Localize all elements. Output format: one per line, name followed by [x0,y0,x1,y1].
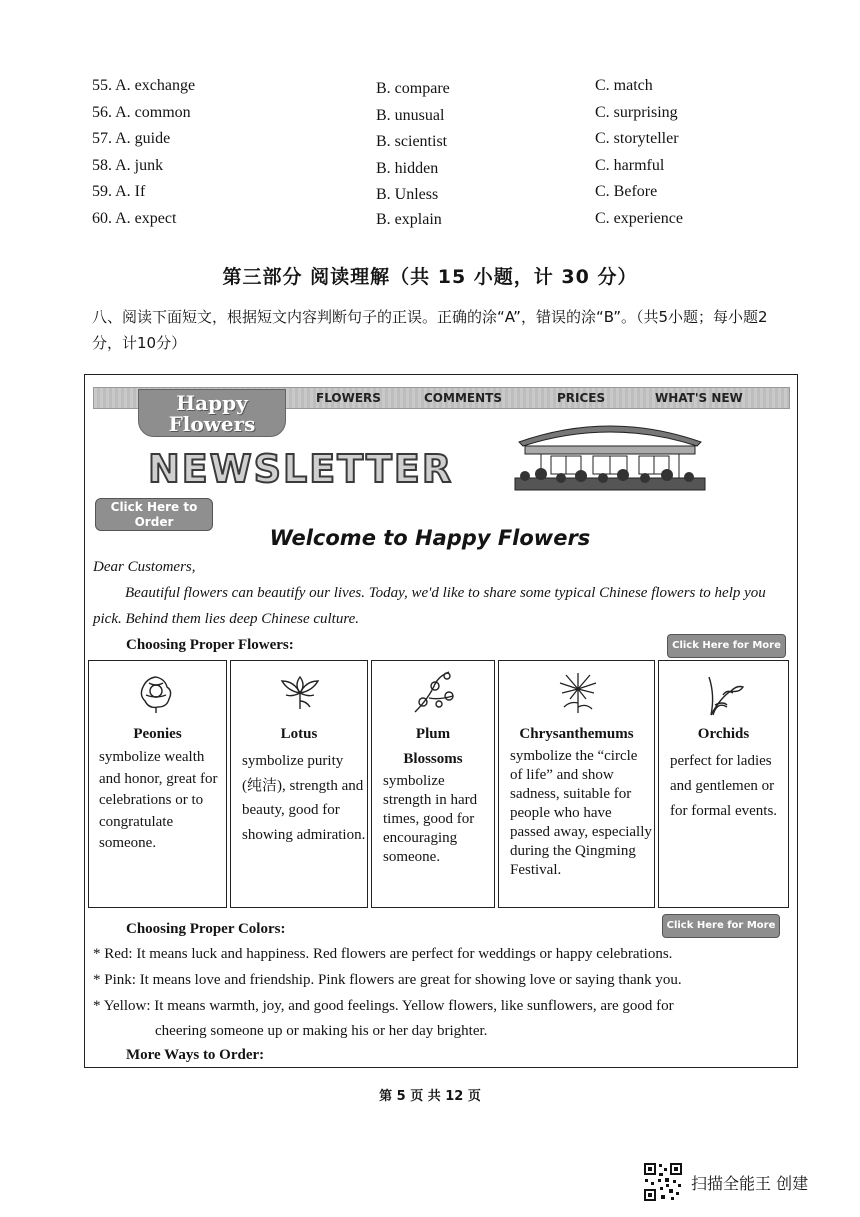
option-row [0,157,860,183]
option-row [0,210,860,236]
option-a: 55. A. exchange [92,77,196,94]
option-b: B. hidden [376,160,439,177]
flowers-more-button[interactable]: Click Here for More [667,634,786,658]
colors-more-button[interactable]: Click Here for More [662,914,780,938]
flower-name: Chrysanthemums [519,726,634,742]
color-label: * Yellow: [93,998,151,1014]
flower-name: Peonies [133,726,182,742]
option-c: C. harmful [595,157,665,174]
flower-name: Orchids [697,726,750,742]
intro-paragraph: Beautiful flowers can beautify our lives. Today, we'd like to share some typical Chinese flowers to help you pick. Behind them lies deep Chinese culture. [93,585,766,627]
option-c: C. storyteller [595,130,679,147]
flower-desc: symbolize the “circle of life” and show sadness, suitable for people who have passed away, especially during the Qingming Festival. [510,748,652,878]
option-c: C. surprising [595,104,678,121]
happy-flowers-logo [138,389,286,437]
flower-card-orchids [658,660,789,908]
qr-code-icon [643,1162,683,1202]
option-a: 59. A. If [92,183,146,200]
nav-whats-new[interactable]: WHAT'S NEW [655,391,743,405]
option-a: 56. A. common [92,104,191,121]
option-b: B. unusual [376,107,445,124]
option-a: 57. A. guide [92,130,171,147]
flower-desc: perfect for ladies and gentlemen or for formal events. [670,753,778,819]
chrysanthemum-icon [554,667,602,715]
welcome-heading: Welcome to Happy Flowers [269,526,591,550]
option-b: B. scientist [376,133,448,150]
flower-card-peonies [88,660,227,908]
flower-desc: symbolize purity (纯洁), strength and beauty, good for showing admiration. [242,753,366,843]
logo-line2: Flowers [168,412,256,436]
nav-comments[interactable]: COMMENTS [424,391,502,405]
flower-desc: symbolize strength in hard times, good for encouraging someone. [383,773,478,865]
flower-name: Lotus [280,726,318,742]
choosing-flowers-heading: Choosing Proper Flowers: [126,637,294,653]
more-ways-heading: More Ways to Order: [126,1047,265,1063]
color-text: It means warmth, joy, and good feelings. Yellow flowers, like sunflowers, are good for [150,998,674,1014]
color-text: It means love and friendship. Pink flowers are great for showing love or saying thank you. [135,972,682,988]
flower-card-chrysanthemums [498,660,655,908]
flower-card-plum-blossoms [371,660,495,908]
nav-flowers[interactable]: FLOWERS [316,391,381,405]
option-row [0,183,860,209]
lotus-icon [276,671,324,713]
flower-name-line2: Blossoms [403,751,463,767]
option-c: C. match [595,77,653,94]
instructions: 八、阅读下面短文，根据短文内容判断句子的正误。正确的涂“A”，错误的涂“B”。（共5小题；每小题2分，计10分） [92,308,768,352]
option-row [0,130,860,156]
nav-prices[interactable]: PRICES [557,391,606,405]
section-title: 第三部分 阅读理解（共 15 小题，计 30 分） [222,266,638,288]
option-a: 60. A. expect [92,210,177,227]
peony-icon [133,669,179,715]
color-red [93,941,672,967]
page-footer: 第 5 页 共 12 页 [379,1089,481,1104]
color-yellow [93,993,674,1019]
color-text: It means luck and happiness. Red flowers are perfect for weddings or happy celebrations. [132,946,673,962]
flower-name-line1: Plum [415,726,451,742]
color-label: * Pink: [93,972,136,988]
color-yellow-cont: cheering someone up or making his or her day brighter. [155,1023,488,1039]
order-button-line2: Order [134,515,174,529]
option-c: C. Before [595,183,658,200]
option-b: B. explain [376,211,442,228]
option-c: C. experience [595,210,683,227]
order-button-line1: Click Here to [110,500,198,514]
flower-shop-illustration [511,416,709,494]
plum-blossom-icon [409,668,461,716]
color-label: * Red: [93,946,133,962]
flower-desc: symbolize wealth and honor, great for celebrations or to congratulate someone. [99,749,218,851]
option-b: B. Unless [376,186,439,203]
scanner-watermark: 扫描全能王 创建 [691,1174,809,1193]
greeting: Dear Customers, [93,559,196,575]
flower-card-lotus [230,660,368,908]
choosing-colors-heading: Choosing Proper Colors: [126,921,286,937]
option-row [0,77,860,103]
option-a: 58. A. junk [92,157,164,174]
logo-line1: Happy [176,391,248,415]
option-b: B. compare [376,80,450,97]
color-pink [93,967,682,993]
newsletter-title: NEWSLETTER [148,447,454,491]
option-row [0,104,860,130]
orchid-icon [703,671,747,717]
